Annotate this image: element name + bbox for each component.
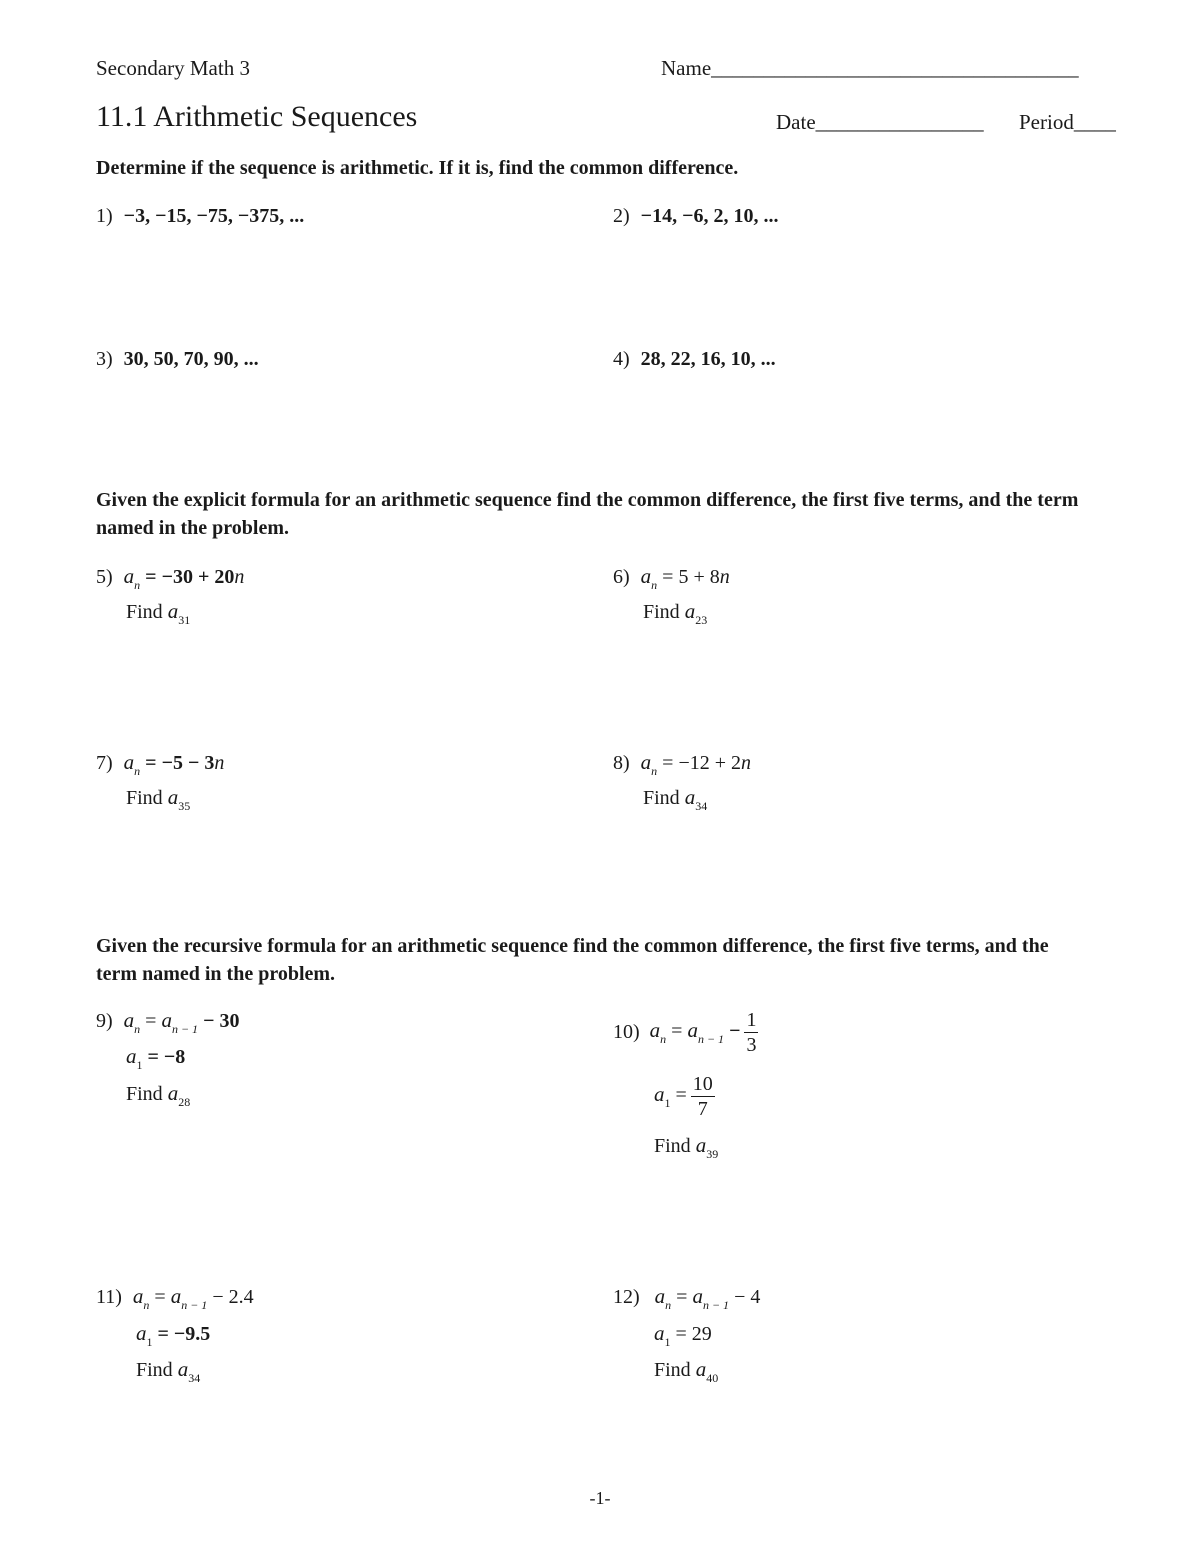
subscript-n: n	[651, 764, 658, 778]
fraction-numerator: 10	[692, 1073, 713, 1095]
sequence: 28, 22, 16, 10, ...	[640, 348, 776, 370]
section1-instruction: Determine if the sequence is arithmetic. If it is, find the common difference.	[96, 157, 739, 179]
problem-number: 1)	[96, 205, 113, 227]
date-field: Date________________	[776, 110, 984, 134]
period-field: Period____	[1019, 110, 1116, 134]
problem-12-find	[654, 1357, 718, 1386]
formula: = −30 + 20	[145, 566, 235, 588]
term-a: a	[640, 564, 652, 588]
problem-8-find	[643, 785, 707, 814]
find-subscript: 35	[178, 799, 191, 813]
page-number: -1-	[589, 1488, 611, 1508]
term-a: a	[684, 599, 696, 623]
problem-9-a1	[126, 1044, 185, 1073]
problem-7-find	[126, 785, 190, 814]
problem-10-find	[654, 1133, 718, 1162]
section2-instruction: Given the explicit formula for an arithmetic sequence find the common difference, the first five terms, and the term named in the problem.	[96, 489, 1079, 539]
problem-7	[96, 750, 224, 779]
term-a: a	[695, 1133, 707, 1157]
subscript-n: n	[143, 1298, 150, 1312]
find-subscript: 39	[706, 1147, 719, 1161]
term-a: a	[654, 1321, 665, 1345]
problem-number: 3)	[96, 348, 113, 370]
subscript-prev: n − 1	[697, 1032, 725, 1046]
term-a: a	[695, 1357, 707, 1381]
term-a: a	[640, 750, 652, 774]
problem-5	[96, 564, 244, 593]
find-label: Find	[126, 601, 163, 623]
term-a: a	[692, 1284, 703, 1308]
sequence: 30, 50, 70, 90, ...	[123, 348, 259, 370]
term-a: a	[132, 1284, 144, 1308]
term-a: a	[177, 1357, 189, 1381]
find-label: Find	[136, 1359, 173, 1381]
problem-6	[613, 564, 730, 593]
formula-variable: n	[719, 566, 730, 588]
term-a: a	[684, 785, 696, 809]
find-label: Find	[643, 601, 680, 623]
first-term-fraction	[691, 1072, 715, 1121]
course-name: Secondary Math 3	[96, 56, 250, 80]
subscript-n: n	[134, 764, 141, 778]
problem-1	[96, 205, 304, 228]
difference-sign: −	[729, 1020, 741, 1042]
find-subscript: 34	[695, 799, 708, 813]
problem-6-find	[643, 599, 707, 628]
problem-number: 11)	[96, 1286, 122, 1308]
find-subscript: 31	[178, 613, 191, 627]
problem-3	[96, 348, 259, 371]
difference: − 4	[734, 1286, 761, 1308]
term-a: a	[123, 1008, 135, 1032]
term-a: a	[654, 1284, 666, 1308]
find-label: Find	[654, 1135, 691, 1157]
sequence: −3, −15, −75, −375, ...	[123, 205, 305, 227]
problem-10-a1	[654, 1072, 715, 1121]
first-term: = −9.5	[157, 1323, 211, 1345]
find-subscript: 40	[706, 1371, 719, 1385]
problem-4	[613, 348, 776, 371]
subscript-n: n	[651, 578, 658, 592]
find-subscript: 28	[178, 1095, 191, 1109]
problem-11-a1	[136, 1321, 210, 1350]
subscript-n: n	[134, 1022, 141, 1036]
term-a: a	[170, 1284, 182, 1308]
term-a: a	[123, 564, 135, 588]
formula: = 5 + 8	[662, 566, 720, 588]
problem-11: 11) $a_n = a_{n - 1} - 2.4$	[96, 1284, 254, 1312]
difference: − 30	[203, 1010, 240, 1032]
problem-number: 4)	[613, 348, 630, 370]
subscript-1: 1	[664, 1096, 671, 1110]
problem-8	[613, 750, 751, 779]
problem-number: 8)	[613, 752, 630, 774]
fraction-denominator: 7	[697, 1098, 708, 1120]
subscript-n: n	[665, 1298, 672, 1312]
find-label: Find	[126, 1083, 163, 1105]
find-subscript: 23	[695, 613, 708, 627]
subscript-n: n	[134, 578, 141, 592]
subscript-prev: n − 1	[171, 1022, 199, 1036]
term-a: a	[167, 599, 179, 623]
term-a: a	[687, 1018, 698, 1042]
term-a: a	[654, 1082, 665, 1106]
formula-variable: n	[234, 566, 245, 588]
problem-10: 10) $a_n = a_{n - 1}$ − $\frac{1}{3}$	[613, 1009, 757, 1056]
problem-9: 9) $a_n = a_{n - 1} - 30$	[96, 1008, 240, 1036]
subscript-prev: n − 1	[702, 1298, 730, 1312]
problem-number: 7)	[96, 752, 113, 774]
fraction-denominator: 3	[746, 1034, 757, 1056]
problem-12: 12) $a_n = a_{n - 1} - 4$	[613, 1284, 761, 1312]
term-a: a	[649, 1018, 661, 1042]
problem-5-find	[126, 599, 190, 628]
sequence: −14, −6, 2, 10, ...	[640, 205, 779, 227]
difference-fraction	[744, 1008, 758, 1057]
formula-variable: n	[214, 752, 225, 774]
problem-9-find	[126, 1081, 190, 1110]
problem-number: 5)	[96, 566, 113, 588]
find-label: Find	[654, 1359, 691, 1381]
problem-number: 9)	[96, 1010, 113, 1032]
first-term: = −8	[147, 1046, 186, 1068]
problem-number: 12)	[613, 1286, 640, 1308]
term-a: a	[167, 1081, 179, 1105]
problem-number: 6)	[613, 566, 630, 588]
find-subscript: 34	[188, 1371, 201, 1385]
difference: − 2.4	[212, 1286, 254, 1308]
fraction-numerator: 1	[746, 1009, 757, 1031]
formula-variable: n	[741, 752, 752, 774]
problem-2	[613, 205, 778, 228]
problem-12-a1	[654, 1321, 712, 1350]
subscript-1: 1	[136, 1058, 143, 1072]
formula: = −5 − 3	[145, 752, 215, 774]
term-a: a	[123, 750, 135, 774]
term-a: a	[126, 1044, 137, 1068]
equals: =	[675, 1084, 687, 1106]
term-a: a	[167, 785, 179, 809]
page-title: 11.1 Arithmetic Sequences	[96, 100, 418, 133]
subscript-prev: n − 1	[181, 1298, 208, 1312]
term-a: a	[136, 1321, 147, 1345]
find-label: Find	[643, 787, 680, 809]
formula: = −12 + 2	[662, 752, 742, 774]
name-field: Name___________________________________	[661, 56, 1079, 80]
problem-number: 10)	[613, 1021, 640, 1043]
find-label: Find	[126, 787, 163, 809]
subscript-1: 1	[664, 1335, 671, 1349]
subscript-1: 1	[146, 1335, 153, 1349]
term-a: a	[161, 1008, 172, 1032]
subscript-n: n	[660, 1032, 667, 1046]
first-term: = 29	[675, 1323, 712, 1345]
section3-instruction: Given the recursive formula for an arithmetic sequence find the common difference, the first five terms, and the term named in the problem.	[96, 935, 1049, 985]
problem-number: 2)	[613, 205, 630, 227]
problem-11-find	[136, 1357, 200, 1386]
